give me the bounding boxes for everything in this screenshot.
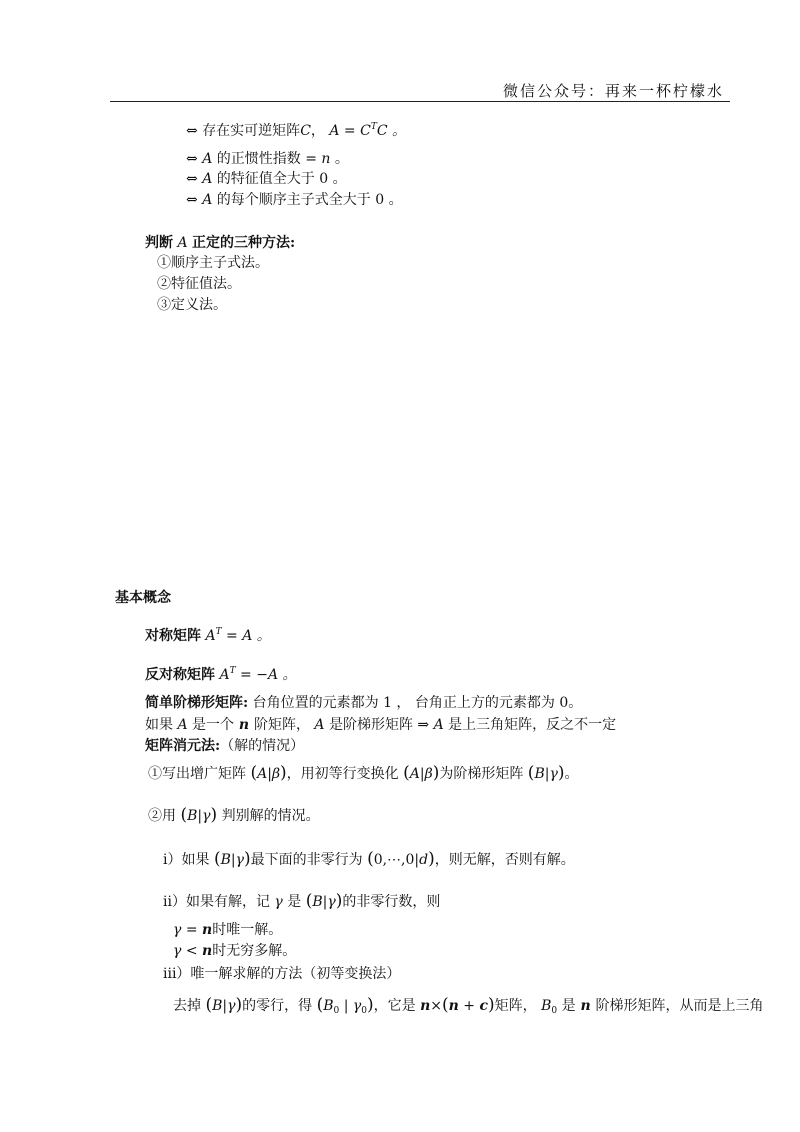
iff-symbol: ⇔ bbox=[186, 151, 198, 167]
step-2: ②用 (B|γ) 判别解的情况。 bbox=[148, 805, 320, 825]
case-iii: iii）唯一解求解的方法（初等变换法） bbox=[163, 966, 401, 982]
echelon-def: 简单阶梯形矩阵: 台角位置的元素都为 1 ， 台角正上方的元素都为 0。 bbox=[145, 695, 583, 711]
case-ii: ii）如果有解，记 γ 是 (B|γ)的非零行数，则 bbox=[163, 891, 441, 911]
case-i: i）如果 (B|γ)最下面的非零行为 (0,⋯,0|d)，则无解，否则有解。 bbox=[163, 849, 575, 869]
posdef-line-2: ⇔ A 的正惯性指数 = n 。 bbox=[186, 151, 349, 167]
echelon-remark: 如果 A 是一个 n 阶矩阵， A 是阶梯形矩阵 ⇒ A 是上三角矩阵，反之不一定 bbox=[145, 717, 617, 733]
case-ii-equal: γ = n时唯一解。 bbox=[173, 922, 283, 938]
iff-symbol: ⇔ bbox=[186, 123, 198, 139]
posdef-line-1: ⇔ 存在实可逆矩阵C， $A = C^TC$ 。 bbox=[186, 122, 406, 139]
header-divider bbox=[110, 101, 730, 102]
symmetric-matrix-def: 对称矩阵 $A^T = A$ 。 bbox=[145, 627, 271, 644]
method-item: ①顺序主子式法。 bbox=[157, 255, 269, 271]
step-1: ①写出增广矩阵 (A|β)，用初等行变换化 (A|β)为阶梯形矩阵 (B|γ)。 bbox=[148, 763, 579, 783]
elimination-title: 矩阵消元法:（解的情况） bbox=[145, 738, 305, 754]
section-title: 基本概念 bbox=[115, 590, 171, 606]
method-item: ②特征值法。 bbox=[157, 276, 241, 292]
methods-title: 判断 A 正定的三种方法: bbox=[145, 235, 296, 251]
case-ii-less: γ < n时无穷多解。 bbox=[173, 943, 297, 959]
iff-symbol: ⇔ bbox=[186, 171, 198, 187]
method-item: ③定义法。 bbox=[157, 297, 227, 313]
posdef-line-4: ⇔ A 的每个顺序主子式全大于 0 。 bbox=[186, 192, 403, 208]
antisymmetric-matrix-def: 反对称矩阵 $A^T = -A$ 。 bbox=[145, 666, 297, 683]
case-iii-detail: 去掉 (B|γ)的零行，得 ($B_0$ | $\gamma_0$)，它是 n×(n + c)矩阵， $B_0$ 是 n 阶梯形矩阵，从而是上三角 bbox=[173, 995, 764, 1016]
posdef-line-3: ⇔ A 的特征值全大于 0 。 bbox=[186, 171, 347, 187]
header-title: 微信公众号：再来一杯柠檬水 bbox=[502, 82, 724, 100]
iff-symbol: ⇔ bbox=[186, 192, 198, 208]
implies-symbol: ⇒ bbox=[412, 717, 434, 733]
